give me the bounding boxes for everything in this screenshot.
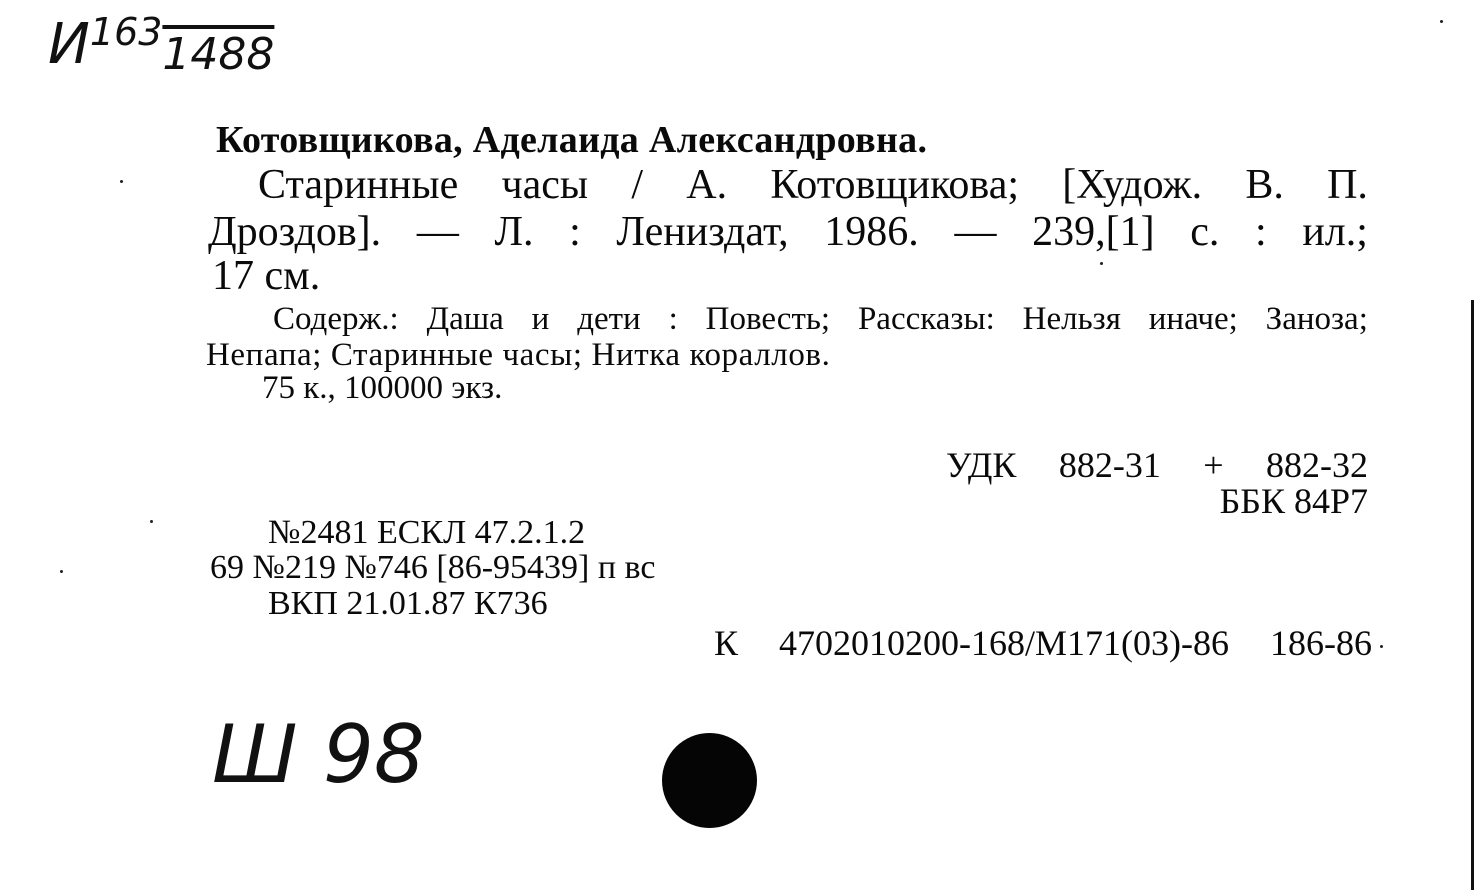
title-line-2 [208, 208, 1368, 256]
word: 882-31 [1058, 445, 1161, 485]
scan-speck [1100, 262, 1103, 265]
word: ил.; [1302, 209, 1368, 255]
word: — [416, 209, 459, 255]
word: иначе; [1148, 301, 1238, 337]
publisher-code [714, 622, 1372, 664]
scan-speck [120, 180, 123, 183]
word: дети [577, 301, 641, 337]
author-heading: Котовщикова, Аделаида Александровна. [216, 119, 928, 161]
word: с. [1190, 209, 1220, 255]
word: + [1203, 445, 1224, 485]
scan-speck [60, 570, 63, 573]
word: часы [501, 162, 589, 208]
word: Котовщикова; [770, 162, 1020, 208]
word: : [1255, 209, 1267, 255]
contents-line-1 [273, 301, 1368, 338]
word: : [668, 301, 678, 337]
word: 4702010200-168/М171(03)-86 [779, 623, 1229, 663]
word: 1986. [824, 209, 919, 255]
word: Повесть; [705, 301, 831, 337]
word: В. [1245, 162, 1284, 208]
word: / [631, 162, 644, 208]
price-and-print-run: 75 к., 100000 экз. [262, 370, 503, 406]
word: : [569, 209, 581, 255]
word: Содерж.: [273, 301, 399, 337]
word: 186-86 [1269, 623, 1372, 663]
word: Рассказы: [857, 301, 995, 337]
word: К [714, 623, 739, 663]
word: А. [686, 162, 728, 208]
scan-speck [1440, 20, 1443, 23]
word: Нельзя [1022, 301, 1121, 337]
word: Лениздат, [616, 209, 789, 255]
word: Заноза; [1265, 301, 1368, 337]
word: Л. [494, 209, 534, 255]
word: — [954, 209, 997, 255]
word: П. [1327, 162, 1368, 208]
word: и [531, 301, 550, 337]
word: 882-32 [1266, 445, 1368, 485]
bbk-code: ББК 84Р7 [1219, 481, 1368, 521]
scan-speck [150, 520, 153, 523]
registry-line-3: ВКП 21.01.87 К736 [268, 585, 548, 622]
word: 239,[1] [1032, 209, 1155, 255]
handwritten-prefix: И [48, 12, 90, 77]
word: Старинные [258, 162, 459, 208]
handwritten-year: 1488 [162, 29, 275, 80]
word: УДК [946, 445, 1017, 485]
word: [Худож. [1062, 162, 1203, 208]
handwritten-shelf-mark: Ш 98 [212, 708, 425, 801]
handwritten-number: 163 [89, 10, 163, 54]
title-line-1 [258, 161, 1368, 209]
title-line-3: 17 см. [212, 253, 321, 299]
scan-speck [1380, 645, 1383, 648]
registry-line-2: 69 №219 №746 [86-95439] п вс [210, 549, 656, 586]
handwritten-call-number [48, 10, 275, 80]
registry-line-1: №2481 ЕСКЛ 47.2.1.2 [268, 514, 586, 551]
word: Даша [426, 301, 504, 337]
punch-hole [662, 733, 757, 828]
contents-line-2: Непапа; Старинные часы; Нитка кораллов. [206, 337, 831, 373]
word: Дроздов]. [208, 209, 382, 255]
